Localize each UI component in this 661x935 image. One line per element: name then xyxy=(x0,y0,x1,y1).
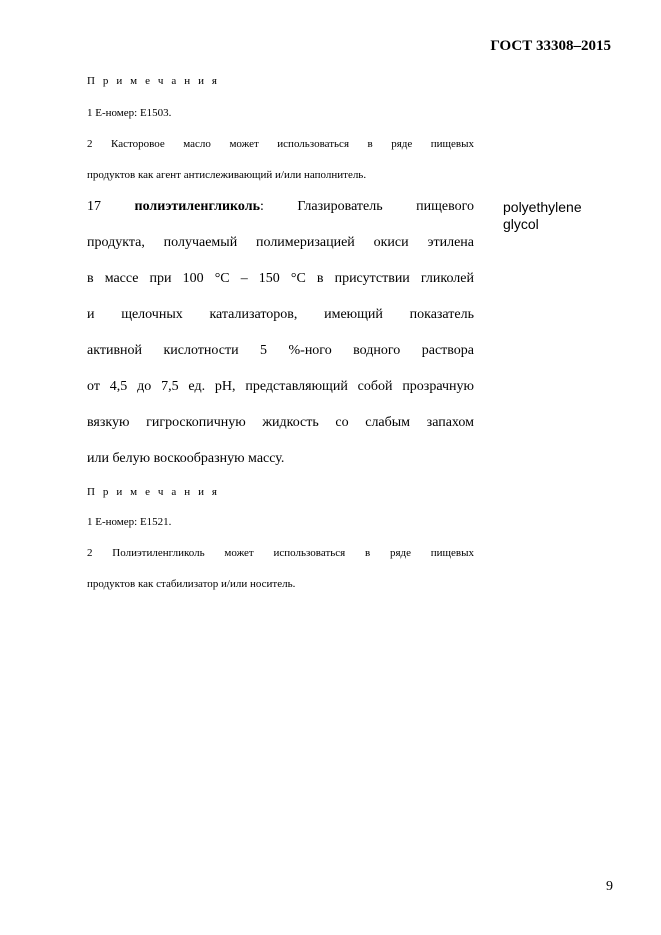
standard-header: ГОСТ 33308–2015 xyxy=(490,38,611,54)
term-number: 17 xyxy=(87,199,101,214)
term-entry-first-line xyxy=(87,199,474,215)
definition-line-2: продукта, получаемый полимеризацией окиси этилена xyxy=(87,235,474,250)
notes-heading: П р и м е ч а н и я xyxy=(87,75,220,87)
definition-line-5: активной кислотности 5 %-ного водного раствора xyxy=(87,343,474,358)
english-term: polyethylene glycol xyxy=(503,199,582,232)
note-usage-line-2: продуктов как агент антислеживающий и/или наполнитель. xyxy=(87,169,367,181)
definition-line-3: в массе при 100 °С – 150 °С в присутствии гликолей xyxy=(87,271,474,286)
definition-line-4: и щелочных катализаторов, имеющий показатель xyxy=(87,307,474,322)
term-name: полиэтиленгликоль xyxy=(134,199,260,214)
term-separator: : xyxy=(259,199,264,214)
term-heading xyxy=(87,199,264,214)
notes-heading-2: П р и м е ч а н и я xyxy=(87,486,220,498)
note-usage-2-line-2: продуктов как стабилизатор и/или носитель. xyxy=(87,578,296,590)
definition-line-1: Глазирователь пищевого xyxy=(297,199,475,214)
note-usage-2-line-1: 2 Полиэтиленгликоль может использоваться в ряде пищевых xyxy=(87,547,474,559)
definition-line-7: вязкую гигроскопичную жидкость со слабым запахом xyxy=(87,415,474,430)
note-usage-line-1: 2 Касторовое масло может использоваться в ряде пищевых xyxy=(87,138,474,150)
definition-line-8: или белую воскообразную массу. xyxy=(87,451,285,466)
definition-line-6: от 4,5 до 7,5 ед. рН, представляющий собой прозрачную xyxy=(87,379,474,394)
page-number: 9 xyxy=(606,879,613,894)
note-e-number: 1 Е-номер: Е1503. xyxy=(87,107,172,119)
note-e-number-2: 1 Е-номер: Е1521. xyxy=(87,516,172,528)
